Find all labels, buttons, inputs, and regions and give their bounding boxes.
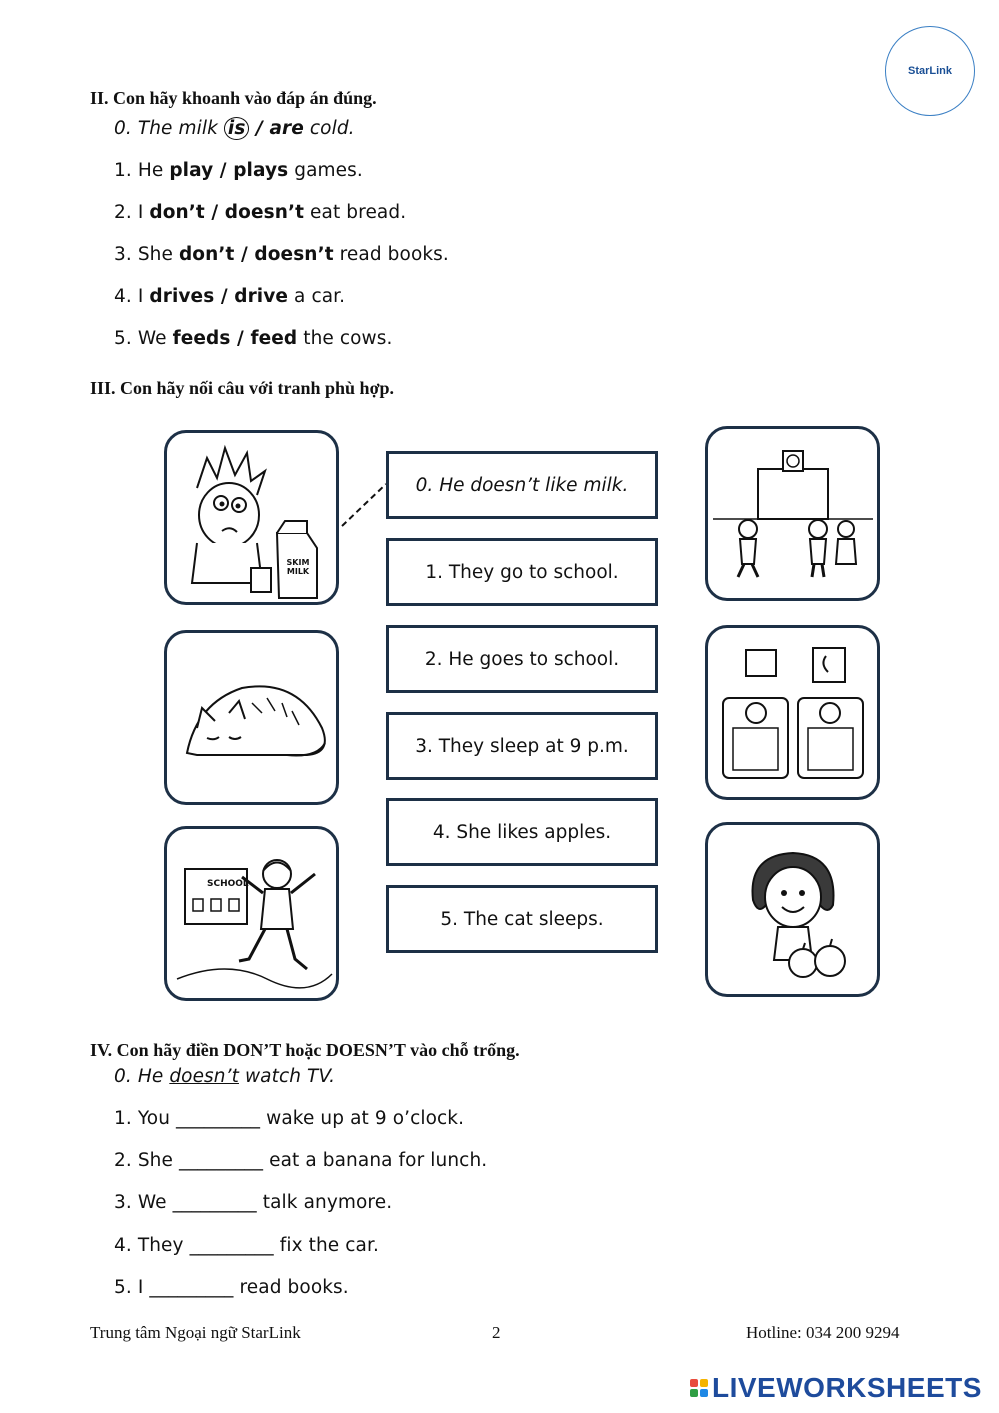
option-choice[interactable]: don’t / doesn’t — [149, 202, 305, 223]
picture-boy-milk[interactable] — [164, 430, 339, 605]
boy-milk-drawing — [167, 433, 336, 602]
section-2-item-4[interactable]: 4. I drives / drive a car. — [114, 286, 346, 307]
boy-school-drawing — [167, 829, 336, 998]
section-2-example: 0. The milk is / are cold. — [114, 118, 355, 139]
fill-blank[interactable]: _________ — [172, 1192, 257, 1213]
section-4-example: 0. He doesn’t watch TV. — [114, 1066, 336, 1087]
liveworksheets-text: LIVEWORKSHEETS — [712, 1372, 982, 1403]
example-answer: doesn’t — [169, 1066, 239, 1087]
fill-blank[interactable]: _________ — [176, 1108, 261, 1129]
cat-drawing — [167, 633, 336, 802]
girl-apples-drawing — [708, 825, 877, 994]
fill-blank[interactable]: _________ — [178, 1150, 264, 1171]
fill-blank[interactable]: _________ — [149, 1277, 234, 1298]
option-choice[interactable]: drives / drive — [149, 286, 289, 307]
section-2-item-2[interactable]: 2. I don’t / doesn’t eat bread. — [114, 202, 407, 223]
section-4-item-1: 1. You _________ wake up at 9 o’clock. — [114, 1108, 465, 1129]
option-choice[interactable]: don’t / doesn’t — [178, 244, 334, 265]
liveworksheets-watermark — [690, 1372, 982, 1404]
school-sign: SCHOOL — [207, 879, 249, 889]
circled-answer: is — [224, 117, 250, 140]
option-choice[interactable]: play / plays — [169, 160, 289, 181]
sentence-box-0[interactable]: 0. He doesn’t like milk. — [386, 451, 658, 519]
picture-children-go-to-school[interactable] — [705, 426, 880, 601]
section-2-title: II. Con hãy khoanh vào đáp án đúng. — [90, 88, 377, 108]
footer-hotline: Hotline: 034 200 9294 — [746, 1323, 900, 1342]
picture-cat-sleeping[interactable] — [164, 630, 339, 805]
option-choice[interactable]: feeds / feed — [172, 328, 298, 349]
section-4-item-2: 2. She _________ eat a banana for lunch. — [114, 1150, 488, 1171]
sentence-box-5[interactable]: 5. The cat sleeps. — [386, 885, 658, 953]
picture-boy-goes-to-school[interactable] — [164, 826, 339, 1001]
section-2-item-5[interactable]: 5. We feeds / feed the cows. — [114, 328, 393, 349]
liveworksheets-logo-icon — [690, 1379, 708, 1397]
picture-children-sleeping[interactable] — [705, 625, 880, 800]
children-sleeping-drawing — [708, 628, 877, 797]
footer-center-name: Trung tâm Ngoại ngữ StarLink — [90, 1323, 301, 1342]
picture-girl-apples[interactable] — [705, 822, 880, 997]
starlink-logo — [885, 26, 975, 116]
section-4-title: IV. Con hãy điền DON’T hoặc DOESN’T vào chỗ trống. — [90, 1040, 520, 1060]
sentence-box-1[interactable]: 1. They go to school. — [386, 538, 658, 606]
milk-carton-label: SKIM MILK — [286, 558, 310, 576]
section-2-item-3[interactable]: 3. She don’t / doesn’t read books. — [114, 244, 449, 265]
sentence-box-3[interactable]: 3. They sleep at 9 p.m. — [386, 712, 658, 780]
section-4-item-4: 4. They _________ fix the car. — [114, 1235, 379, 1256]
sentence-box-4[interactable]: 4. She likes apples. — [386, 798, 658, 866]
section-2-item-1[interactable]: 1. He play / plays games. — [114, 160, 363, 181]
fill-blank[interactable]: _________ — [189, 1235, 274, 1256]
section-4-item-3: 3. We _________ talk anymore. — [114, 1192, 393, 1213]
sentence-box-2[interactable]: 2. He goes to school. — [386, 625, 658, 693]
children-school-drawing — [708, 429, 877, 598]
section-4-item-5: 5. I _________ read books. — [114, 1277, 349, 1298]
example-connector-line — [340, 480, 390, 530]
footer-page-number: 2 — [492, 1323, 501, 1342]
logo-text: StarLink — [907, 65, 952, 77]
section-3-title: III. Con hãy nối câu với tranh phù hợp. — [90, 378, 395, 398]
